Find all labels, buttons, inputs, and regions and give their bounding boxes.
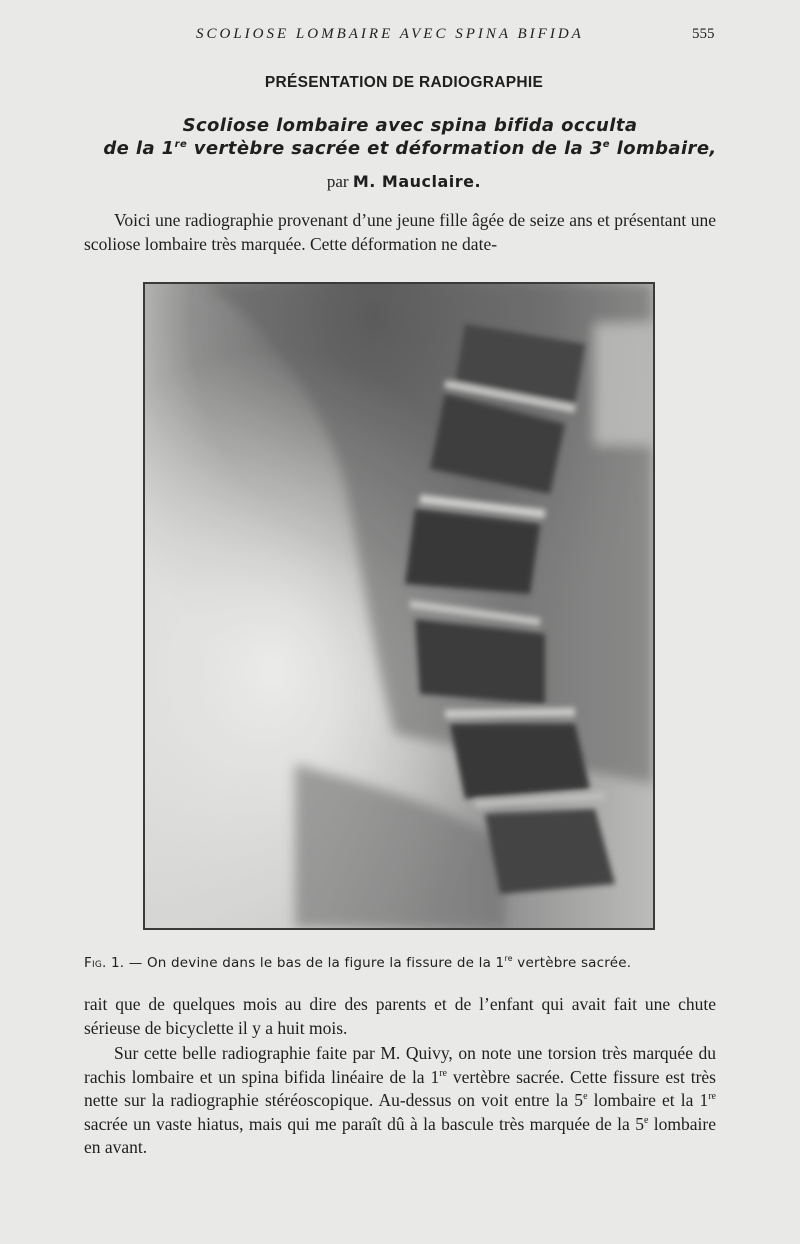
byline-prefix: par [326,172,353,191]
article-title-line-1: Scoliose lombaire avec spina bifida occulta [182,115,638,136]
figure-label: Fig. 1. [84,955,125,971]
spine-radiograph-image [145,284,653,928]
running-title: SCOLIOSE LOMBAIRE AVEC SPINA BIFIDA [196,26,584,42]
article-title [60,114,760,160]
figure-caption: Fig. 1. — On devine dans le bas de la figure la fissure de la 1re vertèbre sacrée. [84,954,632,971]
paragraph-intro: Voici une radiographie provenant d’une jeune fille âgée de seize ans et présentant une scoliose lombaire très marquée. Cette déformation ne date- [84,210,716,254]
page-number: 555 [692,26,715,42]
running-head [0,26,800,50]
paragraph-findings: Sur cette belle radiographie faite par M. Quivy, on note une torsion très marquée du rachis lombaire et un spina bifida linéaire de la 1re vertèbre sacrée. Cette fissure est très nette sur la radiographie stéréoscopique. Au-dessus on voit entre la 5e lombaire et la 1re sacrée un vaste hiatus, mais qui me paraît dû à la bascule très marquée de la 5e lombaire en avant. [84,1043,717,1157]
section-title: PRÉSENTATION DE RADIOGRAPHIE [264,74,544,91]
author-name: M. Mauclaire. [352,172,482,191]
radiograph-figure [143,282,655,930]
paragraph-continuation: rait que de quelques mois au dire des parents et de l’enfant qui avait fait une chute sérieuse de bicyclette il y a huit mois. [84,994,716,1038]
article-title-line-2: de la 1re vertèbre sacrée et déformation de la 3e lombaire, [103,138,717,159]
byline [0,172,800,192]
